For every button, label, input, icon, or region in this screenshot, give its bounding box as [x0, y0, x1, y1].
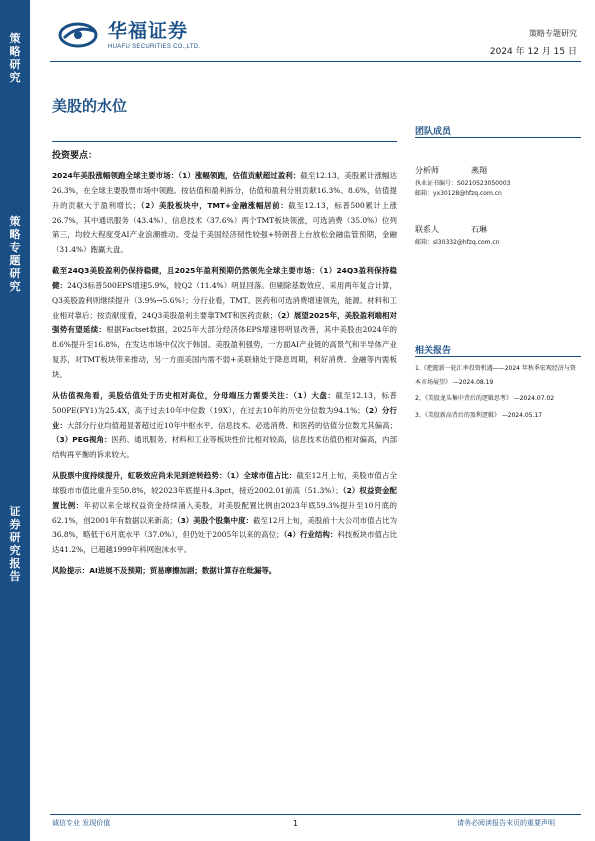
sidebar-label-char: 策	[9, 215, 21, 228]
left-sidebar-band	[0, 0, 30, 841]
sidebar-label-char: 专	[9, 241, 21, 254]
analyst-role: 分析师	[415, 166, 439, 175]
sidebar-label-char: 告	[9, 570, 21, 583]
analyst-id: S0210523050003	[457, 180, 511, 187]
contact-mail-label: 邮箱：	[415, 239, 434, 246]
main-top-divider	[52, 141, 397, 142]
contact-role: 联系人	[415, 225, 439, 234]
related-reports-divider	[415, 356, 581, 357]
paragraph-valuation: 从估值视角看，美股估值处于历史相对高位，分母端压力需要关注：（1）大盘：截至12.13，标普500PE(FY1)为25.4X，高于过去10年中位数（19X），在过去10年的历史分位数为94.1%；（2）分行业：大部分行业均值超显著超过近10年中枢水平，信息技术、必选消费、和医药的估值分位数尤其偏高；（3）PEG视角：医药、通讯服务、材料和工业等板块性价比相对较高，信息技术估值仍相对偏高，内部结构再平衡的诉求较大。	[52, 390, 398, 460]
analyst-email[interactable]: yx30128@hfzq.com.cn	[433, 190, 502, 197]
contact-name: 石琳	[471, 225, 487, 234]
analyst-name: 燕翔	[471, 166, 487, 175]
contact-email[interactable]: sl30332@hfzq.com.cn	[433, 239, 500, 246]
logo-chinese-name: 华福证券	[108, 20, 189, 42]
sidebar-label-char: 究	[9, 71, 21, 84]
team-heading: 团队成员	[415, 127, 452, 137]
investment-highlights	[52, 148, 397, 580]
header-divider	[50, 61, 581, 62]
sidebar-label-char: 券	[9, 518, 21, 531]
sidebar-label-char: 研	[9, 267, 21, 280]
highlights-heading: 投资要点：	[52, 151, 98, 161]
sidebar-label-char: 策	[9, 32, 21, 45]
sidebar-label-char: 略	[9, 228, 21, 241]
team-divider	[415, 137, 581, 138]
sidebar-label-char: 究	[9, 544, 21, 557]
report-date: 2024 年 12 月 15 日	[489, 47, 577, 57]
page-number: 1	[293, 819, 299, 828]
risk-warning: 风险提示：AI进展不及预期；贸易摩擦加剧；数据计算存在纰漏等。	[52, 566, 277, 576]
logo-english-name: HUAFU SECURITIES CO.,LTD.	[108, 44, 201, 50]
sidebar-label-char: 报	[9, 557, 21, 570]
sidebar-label-special-topic	[0, 215, 30, 293]
sidebar-label-strategy	[0, 32, 30, 84]
paragraph-concentration: 从股票中度持续提升，虹吸效应尚未见到逆转趋势：（1）全球市值占比：截至12月上旬，美股市值占全球股市市值比重升至50.8%，较2023年底提升4.3pct，接近2002.01前高（51.3%）；（2）权益资金配置比例：年初以来全球权益资金持续涌入美股，对美股配置比例由2023年底59.3%提升至10月底的62.1%，创2001年有数据以来新高；（3）美股个股集中度：截至12月上旬，美股前十大公司市值占比为36.8%，略低于6月底水平（37.0%），但仍处于2005年以来的高位；（4）行业结构：科技板块市值占比达41.2%，已超越1999年科网泡沫水平。	[52, 471, 398, 555]
related-reports-heading: 相关报告	[415, 346, 452, 356]
sidebar-label-char: 略	[9, 45, 21, 58]
analyst-id-label: 执业证书编号：	[415, 180, 458, 187]
page-title: 美股的水位	[52, 97, 128, 115]
related-report-item[interactable]: 1.《把握新一轮汇率投资机遇——2024 年秋季宏观经济与资本市场展望》 —2024.08.19	[415, 365, 576, 386]
paragraph-earnings: 截至24Q3美股盈利仍保持稳健，且2025年盈利预期仍然领先全球主要市场：（1）24Q3盈利保持稳健：24Q3标普500EPS增速5.9%，较Q2（11.4%）明显回落。但剔除基数效应、采用两年复合计算，Q3美股盈利则继续提升（3.9%→5.6%）；分行业看，TMT、医药和可选消费增速领先，能源、材料和工业相对靠后；按贡献度看，24Q3美股盈利主要靠TMT和医药贡献；（2）展望2025年，美股盈利端相对强势有望延续：根据Factset数据，2025年大部分经济体EPS增速将明显改善，其中美股由2024年的8.6%提升至16.8%，在发达市场中仅次于韩国。美股盈利强势，一方面AI产业链的高景气和半导体产业复苏，对TMT板块带来推动，另一方面美国内需不弱+美联储处于降息周期，利好消费、金融等内需板块。	[52, 266, 397, 379]
footer-divider	[50, 814, 581, 815]
related-report-item[interactable]: 2、《美股龙头集中背后的逻辑思考》 —2024.07.02	[415, 395, 555, 402]
report-type: 策略专题研究	[529, 29, 577, 38]
sidebar-label-char: 题	[9, 254, 21, 267]
sidebar-label-char: 究	[9, 280, 21, 293]
analyst-mail-label: 邮箱：	[415, 190, 434, 197]
contact-card	[415, 224, 500, 248]
sidebar-label-char: 研	[9, 58, 21, 71]
paragraph-performance: 2024年美股涨幅领跑全球主要市场：（1）涨幅领跑，估值贡献超过盈利：截至12.13，美股累计涨幅达26.3%，在全球主要股票市场中领跑。按估值和盈利拆分，估值和盈利分别贡献16.3%、8.6%，估值提升的贡献大于盈利增长；（2）美股板块中，TMT+金融涨幅居前：截至12.13，标普500累计上涨26.7%，其中通讯服务（43.4%）、信息技术（37.6%）两个TMT板块领涨，可选消费（35.0%）位列第三，均较大程度受AI产业浪潮推动。受益于美国经济韧性较强+特朗普上台放松金融监管预期，金融（31.4%）跑赢大盘。	[52, 171, 397, 255]
related-report-item[interactable]: 3、《美股新高背后的盈利逻辑》 —2024.05.17	[415, 411, 543, 419]
sidebar-label-research-report	[0, 505, 30, 583]
related-reports-list	[415, 362, 581, 425]
sidebar-label-char: 证	[9, 505, 21, 518]
sidebar-label-char: 研	[9, 531, 21, 544]
footer-slogan: 诚信专业 发现价值	[52, 819, 111, 827]
logo-swirl-icon	[58, 22, 102, 48]
footer-disclaimer: 请务必阅读报告末页的重要声明	[457, 819, 555, 827]
company-logo	[58, 20, 200, 50]
analyst-card	[415, 165, 510, 199]
